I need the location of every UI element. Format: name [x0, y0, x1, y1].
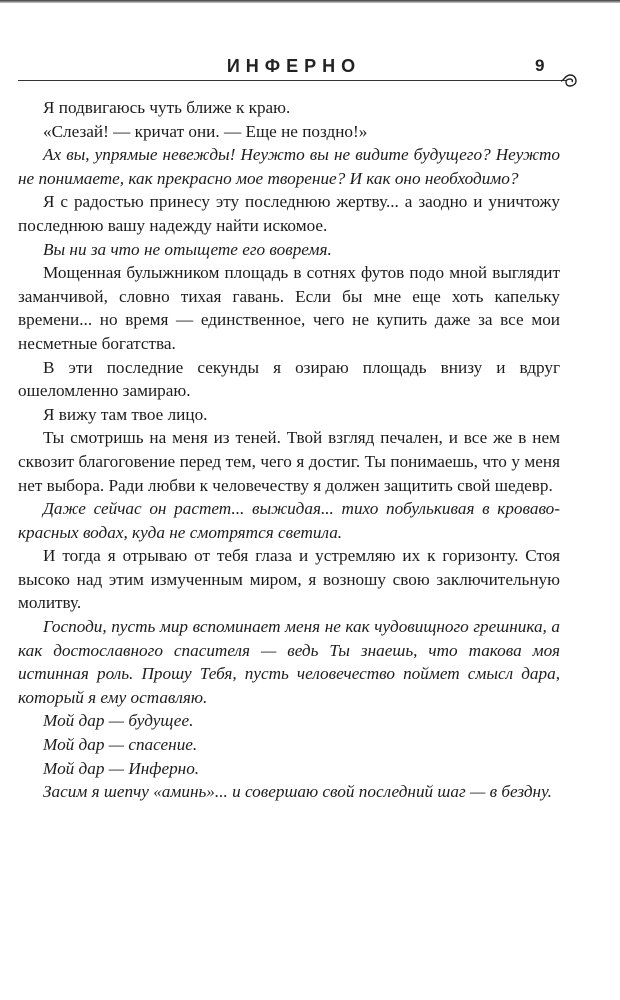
paragraph: Мощенная булыжником площадь в сотнях футов подо мной выглядит заманчивой, словно тихая гавань. Если бы мне еще хоть капельку времени... но время — единственное, чего не купить даже за все мои несметные богатства.: [18, 263, 560, 353]
italic-paragraph: Даже сейчас он растет... выжидая... тихо побулькивая в кроваво-красных водах, куда не смотрятся светила.: [18, 499, 560, 542]
italic-paragraph: Ах вы, упрямые невежды! Неужто вы не видите будущего? Неужто не понимаете, как прекрасно мое творение? И как оно необходимо?: [18, 145, 560, 188]
paragraph: Я вижу там твое лицо.: [43, 404, 208, 424]
header-rule: [18, 80, 566, 81]
page-top-edge: [0, 0, 620, 3]
paragraph: И тогда я отрываю от тебя глаза и устремляю их к горизонту. Стоя высоко над этим измученным миром, я возношу свою заключительную молитву.: [18, 546, 560, 613]
italic-paragraph: Мой дар — Инферно.: [43, 758, 200, 778]
swirl-ornament-icon: [560, 72, 578, 88]
italic-paragraph: Господи, пусть мир вспоминает меня не как чудовищного грешника, а как достославного спасителя — ведь Ты знаешь, что такова моя истинная роль. Прошу Тебя, пусть человечество поймет смысл дара, который я ему оставляю.: [18, 617, 560, 707]
book-title: ИНФЕРНО: [226, 56, 362, 76]
body-text: [18, 96, 560, 804]
paragraph: В эти последние секунды я озираю площадь внизу и вдруг ошеломленно замираю.: [18, 357, 560, 401]
paragraph: Я подвигаюсь чуть ближе к краю.: [43, 98, 291, 117]
paragraph: Я с радостью принесу эту последнюю жертву... а заодно и уничтожу последнюю вашу надежду найти искомое.: [18, 192, 560, 235]
paragraph: Ты смотришь на меня из теней. Твой взгляд печален, и все же в нем сквозит благоговение перед тем, чего я достиг. Ты понимаешь, что у меня нет выбора. Ради любви к человечеству я должен защитить свой шедевр.: [18, 428, 560, 495]
page-number: 9: [535, 56, 545, 75]
italic-paragraph: Мой дар — спасение.: [43, 735, 198, 755]
italic-paragraph: Мой дар — будущее.: [43, 711, 194, 731]
italic-paragraph: Засим я шепчу «аминь»... и совершаю свой последний шаг — в бездну.: [43, 782, 552, 802]
paragraph: «Слезай! — кричат они. — Еще не поздно!»: [43, 121, 368, 141]
running-header: [18, 54, 570, 88]
italic-paragraph: Вы ни за что не отыщете его вовремя.: [43, 239, 332, 259]
